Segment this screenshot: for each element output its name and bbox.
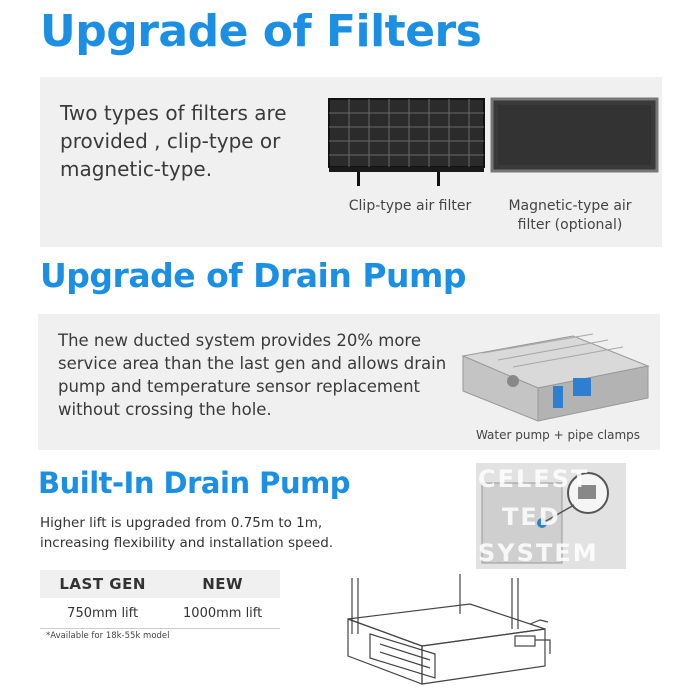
pump-caption: Water pump + pipe clamps <box>475 428 641 442</box>
builtin-pump-description: Higher lift is upgraded from 0.75m to 1m, increasing flexibility and installation speed. <box>40 515 334 551</box>
drain-pump-panel <box>38 314 660 450</box>
watermark-text-1: CELEST <box>478 465 590 493</box>
header-last-gen: LAST GEN <box>40 570 165 598</box>
magnetic-filter-caption: Magnetic-type air filter (optional) <box>508 198 632 233</box>
ducted-unit-image <box>453 326 653 426</box>
clip-filter-image <box>327 97 487 192</box>
filters-title: Upgrade of Filters <box>40 6 482 57</box>
unit-line-drawing <box>340 574 555 696</box>
builtin-pump-title: Built-In Drain Pump <box>38 466 351 500</box>
availability-note: *Available for 18k-55k model <box>46 631 170 641</box>
new-lift: 1000mm lift <box>165 598 280 629</box>
last-gen-lift: 750mm lift <box>40 598 165 629</box>
magnetic-filter-image <box>490 97 660 175</box>
lift-comparison-table <box>40 570 280 629</box>
watermark-text-2: TED <box>502 503 561 531</box>
filters-description: Two types of filters are provided , clip-type or magnetic-type. <box>60 101 287 181</box>
drain-pump-title: Upgrade of Drain Pump <box>40 256 467 295</box>
table-row <box>40 598 280 629</box>
watermark-text-3: SYSTEM <box>478 539 599 567</box>
header-new: NEW <box>165 570 280 598</box>
drain-pump-description: The new ducted system provides 20% more service area than the last gen and allows drain pump and temperature sensor replacement without crossing the hole. <box>58 331 447 419</box>
clip-filter-caption: Clip-type air filter <box>348 198 472 214</box>
filters-panel <box>40 77 662 247</box>
pump-photo <box>476 463 626 569</box>
